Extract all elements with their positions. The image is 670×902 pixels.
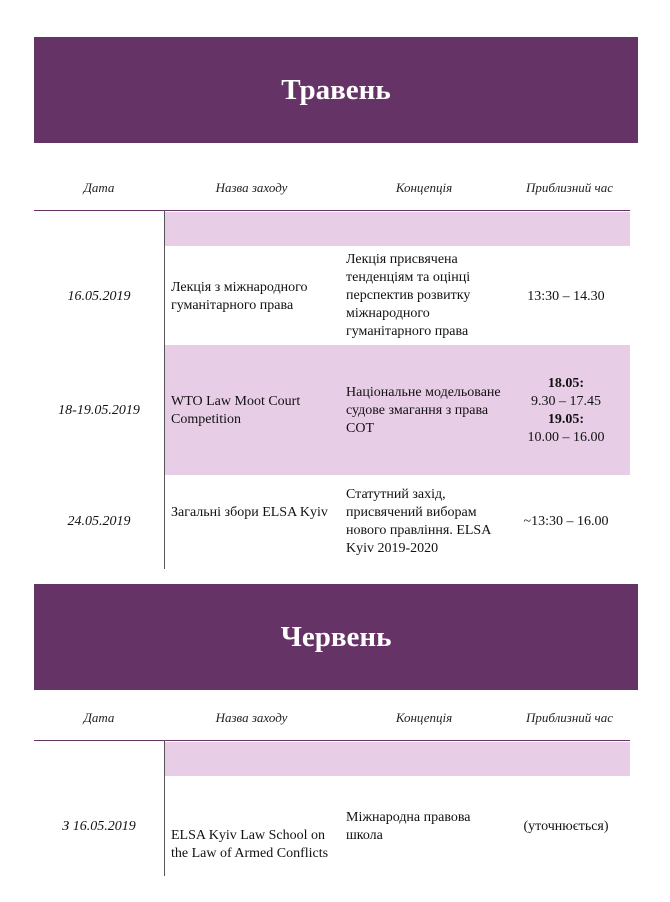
time-range: 10.00 – 16.00: [527, 430, 605, 445]
column-header-concept: Концепція: [395, 180, 453, 195]
event-date: 18-19.05.2019: [58, 403, 140, 418]
section-title: Травень: [281, 73, 391, 106]
time-range: 9.30 – 17.45: [531, 394, 601, 409]
header-divider: [34, 210, 630, 211]
column-header-date: Дата: [83, 180, 115, 195]
column-header-event: Назва заходу: [215, 710, 288, 725]
event-time: [512, 375, 620, 447]
event-time: ~13:30 – 16.00: [523, 514, 609, 529]
event-date: 16.05.2019: [67, 289, 131, 304]
event-time: 13:30 – 14.30: [527, 289, 605, 304]
event-name: WTO Law Moot Court Competition: [171, 394, 301, 427]
event-concept: Статутний захід, присвячений виборам нового правління. ELSA Kyiv 2019-2020: [346, 487, 491, 556]
event-date: 24.05.2019: [67, 514, 131, 529]
column-header-time: Приблизний час: [525, 710, 613, 725]
column-header-event: Назва заходу: [215, 180, 288, 195]
column-header-date: Дата: [83, 710, 115, 725]
section-title: Червень: [280, 620, 392, 653]
event-name: Лекція з міжнародного гуманітарного права: [171, 280, 308, 313]
time-day-label: 18.05:: [547, 376, 585, 391]
time-day-label: 19.05:: [547, 412, 585, 427]
table-header: [34, 710, 630, 730]
section-banner-may: [34, 37, 638, 143]
event-concept: Міжнародна правова школа: [346, 810, 471, 843]
column-header-time: Приблизний час: [525, 180, 613, 195]
column-header-concept: Концепція: [395, 710, 453, 725]
event-time: (уточнюється): [523, 819, 609, 834]
event-concept: Національне модельоване судове змагання з права СОТ: [346, 385, 501, 436]
event-concept: Лекція присвячена тенденціям та оцінці перспектив розвитку міжнародного гуманітарного права: [346, 252, 471, 339]
header-divider: [34, 740, 630, 741]
table-spacer-row: [165, 212, 630, 246]
table-header: [34, 180, 630, 200]
event-name: ELSA Kyiv Law School on the Law of Armed Conflicts: [171, 828, 329, 861]
section-banner-june: [34, 584, 638, 690]
event-name: Загальні збори ELSA Kyiv: [171, 505, 328, 520]
event-date: З 16.05.2019: [62, 819, 136, 834]
table-spacer-row: [165, 742, 630, 776]
